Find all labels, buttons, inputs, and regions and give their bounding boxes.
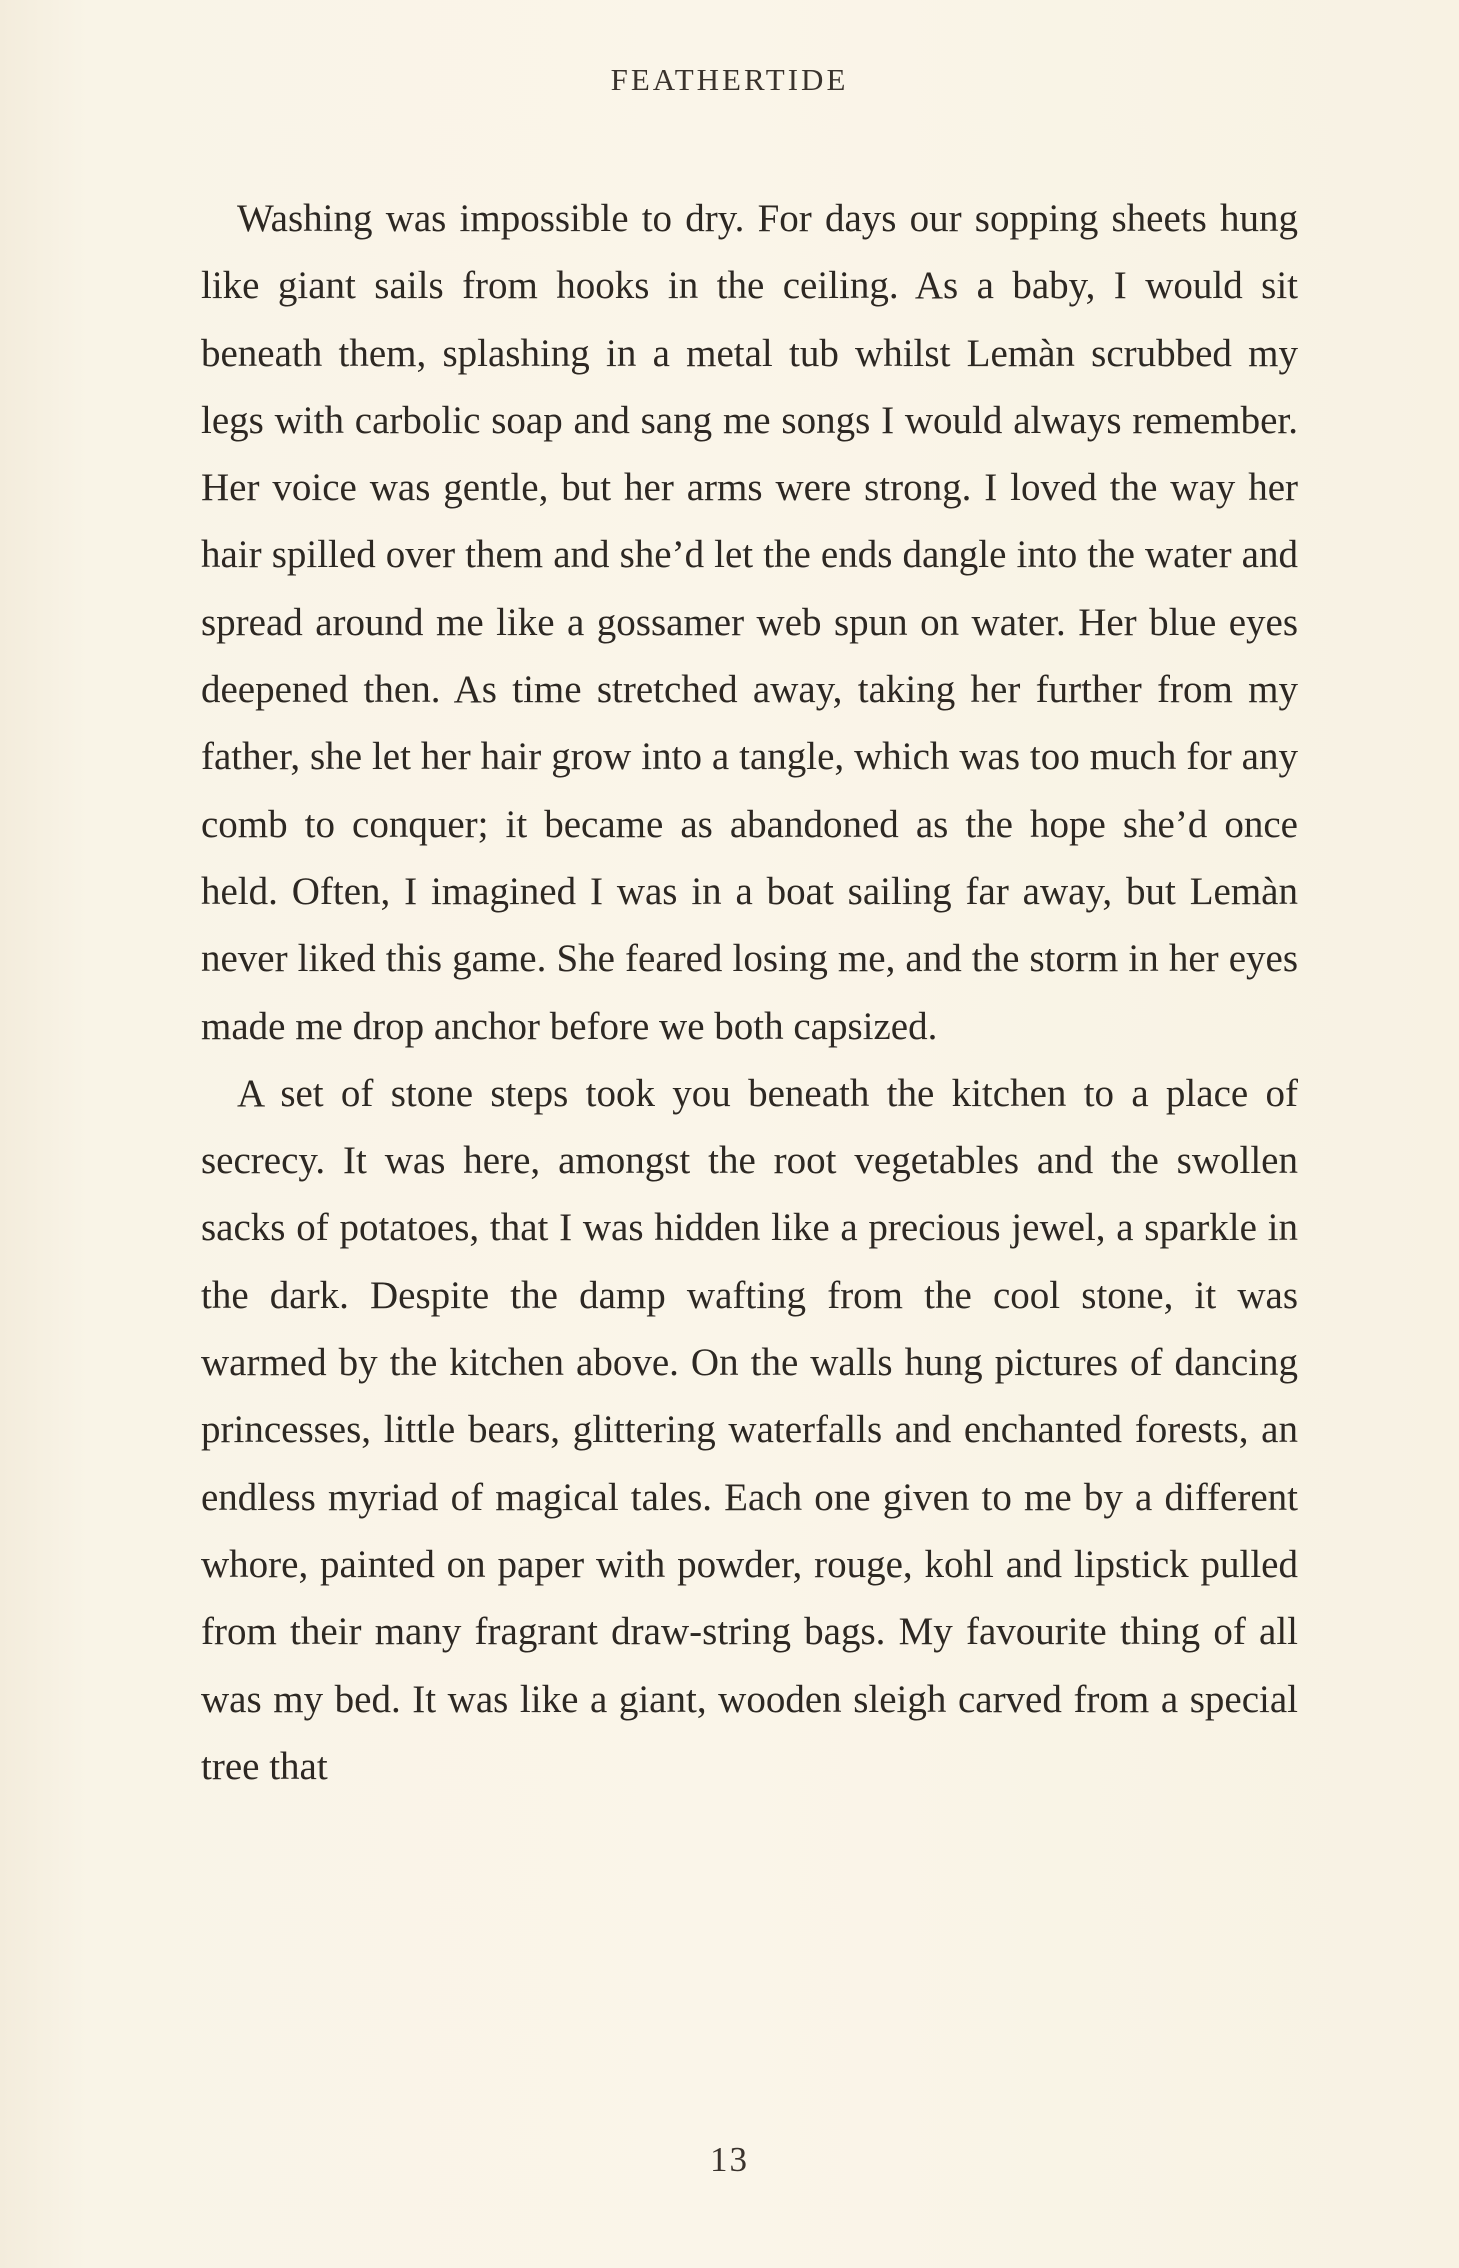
running-head: FEATHERTIDE (610, 62, 849, 97)
body-text (201, 185, 1298, 1800)
page-number: 13 (710, 2140, 749, 2179)
paragraph-2: A set of stone steps took you beneath the kitchen to a place of secrecy. It was here, amongst the root vegetables and the swollen sacks of potatoes, that I was hidden like a precious jewel, a sparkle in the dark. Despite the damp wafting from the cool stone, it was warmed by the kitchen above. On the walls hung pictures of dancing princesses, little bears, glittering waterfalls and enchanted forests, an endless myriad of magical tales. Each one given to me by a different whore, painted on paper with powder, rouge, kohl and lipstick pulled from their many fragrant draw-string bags. My favourite thing of all was my bed. It was like a giant, wooden sleigh carved from a special tree that (201, 1071, 1298, 1788)
paragraph-1: Washing was impossible to dry. For days our sopping sheets hung like giant sails from hooks in the ceiling. As a baby, I would sit beneath them, splashing in a metal tub whilst Lemàn scrubbed my legs with carbolic soap and sang me songs I would always remember. Her voice was gentle, but her arms were strong. I loved the way her hair spilled over them and she’d let the ends dangle into the water and spread around me like a gossamer web spun on water. Her blue eyes deepened then. As time stretched away, taking her further from my father, she let her hair grow into a tangle, which was too much for any comb to conquer; it became as abandoned as the hope she’d once held. Often, I imagined I was in a boat sailing far away, but Lemàn never liked this game. She feared losing me, and the storm in her eyes made me drop anchor before we both capsized. (201, 197, 1298, 1048)
